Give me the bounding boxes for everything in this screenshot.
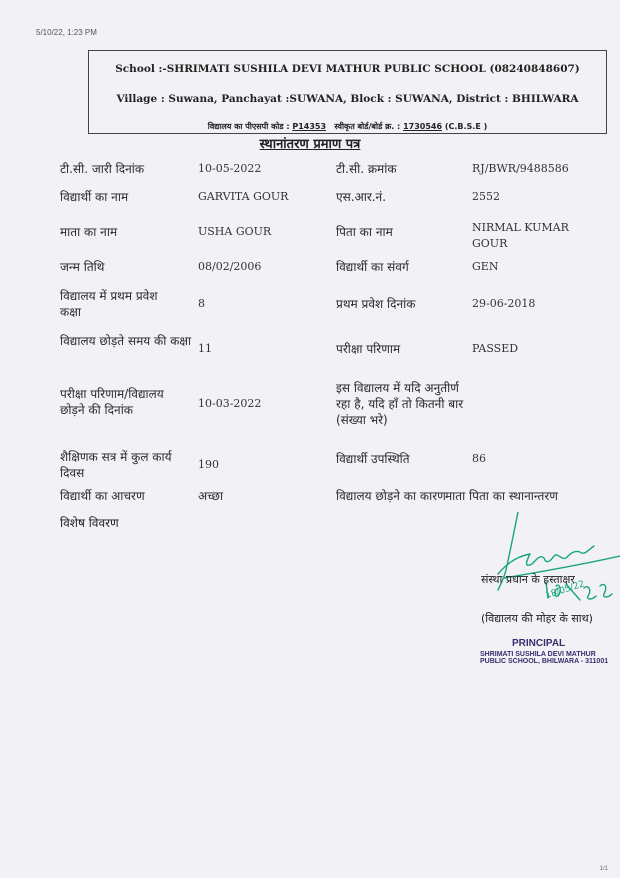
field-label: विद्यार्थी का आचरण	[60, 489, 145, 503]
seal-label: (विद्यालय की मोहर के साथ)	[481, 612, 593, 625]
field-value: 10-05-2022	[198, 162, 262, 175]
board-name: (C.B.S.E )	[444, 122, 488, 131]
field-value: NIRMAL KUMAR GOUR	[472, 221, 569, 250]
field-value: माता पिता का स्थानान्तरण	[445, 489, 558, 503]
field-label: विद्यार्थी का संवर्ग	[336, 260, 409, 274]
field-label: परीक्षा परिणाम/विद्यालय छोड़ने की दिनांक	[60, 387, 164, 417]
field-label: विद्यालय में प्रथम प्रवेश कक्षा	[60, 289, 158, 319]
field-value: 86	[472, 452, 486, 465]
udise-label: विद्यालय का पीएसपी कोड :	[207, 122, 290, 131]
field-value: 29-06-2018	[472, 297, 536, 310]
affiliation-label: स्वीकृत बोर्ड/बोर्ड क्र. :	[334, 122, 401, 131]
field-label: एस.आर.नं.	[336, 190, 387, 204]
udise-code: P14353	[292, 122, 327, 131]
field-label: विद्यालय छोड़ने का कारण	[336, 489, 446, 503]
principal-stamp	[480, 638, 620, 665]
stamp-title: PRINCIPAL	[512, 638, 566, 649]
field-label: विद्यार्थी का नाम	[60, 190, 129, 204]
field-label: इस विद्यालय में यदि अनुतीर्ण रहा है, यदि हाँ तो कितनी बार (संख्या भरे)	[336, 381, 464, 427]
field-label: पिता का नाम	[336, 225, 393, 239]
field-label: माता का नाम	[60, 225, 118, 239]
field-value: GEN	[472, 260, 499, 273]
field-value: PASSED	[472, 342, 519, 355]
code-line	[89, 121, 606, 132]
field-value: 8	[198, 297, 205, 310]
affiliation-number: 1730546	[403, 122, 443, 131]
school-name-line: School :-SHRIMATI SUSHILA DEVI MATHUR PUBLIC SCHOOL (08240848607)	[115, 63, 580, 75]
field-label: शैक्षिणक सत्र में कुल कार्य दिवस	[60, 450, 172, 480]
document-title: स्थानांतरण प्रमाण पत्र	[259, 137, 361, 152]
field-value: 08/02/2006	[198, 260, 262, 273]
field-label: विद्यार्थी उपस्थिति	[336, 452, 410, 466]
page-number: 1/1	[599, 866, 608, 872]
field-value: 11	[198, 342, 212, 355]
field-label: प्रथम प्रवेश दिनांक	[336, 297, 416, 311]
special-remarks-label: विशेष विवरण	[60, 516, 119, 530]
field-value: 2552	[472, 190, 500, 203]
stamp-line-2: PUBLIC SCHOOL, BHILWARA - 311001	[480, 658, 609, 665]
field-label: परीक्षा परिणाम	[336, 342, 401, 356]
print-timestamp: 5/10/22, 1:23 PM	[36, 28, 97, 37]
stamp-line-1: SHRIMATI SUSHILA DEVI MATHUR	[480, 651, 596, 658]
field-value: USHA GOUR	[198, 225, 272, 238]
field-value: GARVITA GOUR	[198, 190, 289, 203]
field-label: जन्म तिथि	[60, 260, 105, 274]
field-value: RJ/BWR/9488586	[472, 162, 569, 175]
field-label: विद्यालय छोड़ते समय की कक्षा	[60, 334, 192, 348]
address-line: Village : Suwana, Panchayat :SUWANA, Block : SUWANA, District : BHILWARA	[116, 93, 579, 105]
field-label: टी.सी. क्रमांक	[336, 162, 397, 176]
field-value: अच्छा	[198, 489, 224, 503]
field-label: टी.सी. जारी दिनांक	[60, 162, 145, 176]
signature-label: संस्था प्रधान के हस्ताक्षर	[481, 573, 575, 586]
signature-date: 18/05/22	[544, 579, 586, 602]
field-value: 10-03-2022	[198, 397, 262, 410]
field-value: 190	[198, 458, 219, 471]
school-header	[88, 50, 607, 134]
